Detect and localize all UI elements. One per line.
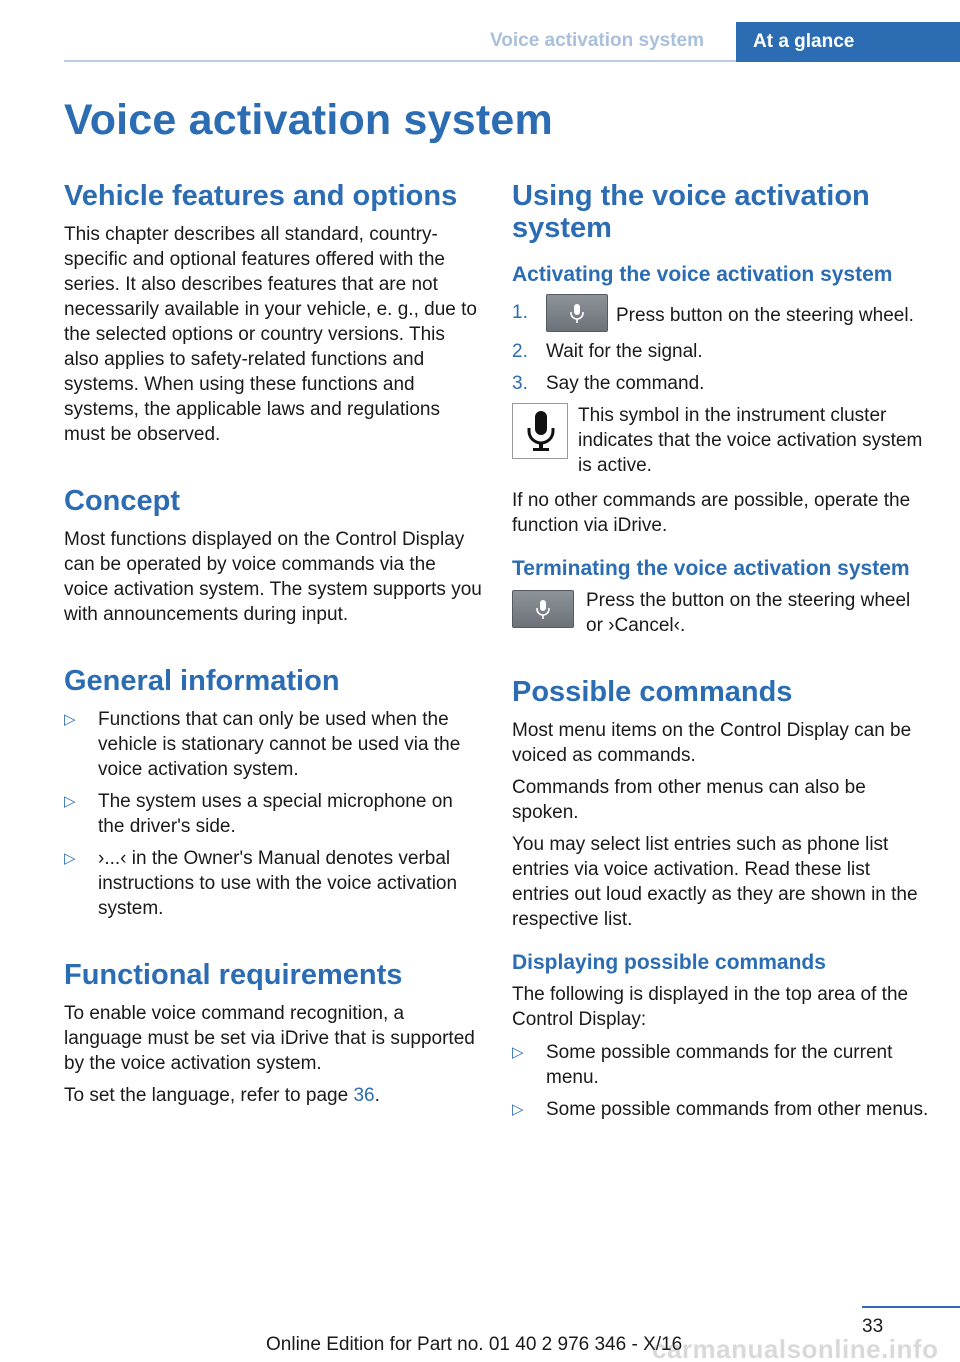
list-item-text: The system uses a special microphone on the driver's side. [98, 791, 453, 837]
step-number: 1. [512, 302, 528, 323]
microphone-icon [512, 403, 568, 459]
steering-wheel-voice-button-icon [546, 294, 608, 332]
possible-commands-p1: Most menu items on the Control Display can be voiced as commands. [512, 720, 912, 766]
list-item-text: Some possible commands from other menus. [546, 1099, 929, 1120]
heading-vehicle-features: Vehicle features and options [64, 180, 458, 212]
voice-active-symbol-row [512, 403, 932, 478]
heading-using-voice-activation: Using the voice activation system [512, 180, 870, 244]
no-commands-text: If no other commands are possible, operate the function via iDrive. [512, 490, 911, 536]
list-item-text: Some possible commands for the current menu. [546, 1042, 893, 1088]
terminating-row [512, 588, 932, 638]
set-language-suffix: . [374, 1085, 380, 1106]
step-number: 3. [512, 373, 528, 394]
list-item [512, 1097, 932, 1122]
step-text: Wait for the signal. [546, 341, 703, 362]
terminating-text: Press the button on the steering wheel or ›Cancel‹. [586, 590, 911, 636]
triangle-bullet-icon: ▷ [64, 850, 76, 867]
displaying-commands-text: The following is displayed in the top area of the Control Display: [512, 984, 909, 1030]
step-item [512, 371, 932, 396]
heading-concept: Concept [64, 485, 180, 517]
triangle-bullet-icon: ▷ [512, 1101, 524, 1118]
triangle-bullet-icon: ▷ [64, 711, 76, 728]
list-item [64, 789, 484, 839]
list-item-text: Functions that can only be used when the vehicle is stationary cannot be used via the voice activation system. [98, 709, 461, 780]
voice-active-symbol-text: This symbol in the instrument cluster indicates that the voice activation system is active. [578, 405, 923, 476]
step-item [512, 339, 932, 364]
possible-commands-p3: You may select list entries such as phone list entries via voice activation. Read these list entries out loud exactly as they are shown in the respective list. [512, 834, 918, 930]
step-item [512, 300, 932, 332]
general-information-list [64, 707, 484, 921]
header-section-title: Voice activation system [490, 30, 705, 51]
page-number: 33 [862, 1316, 884, 1337]
heading-activating: Activating the voice activation system [512, 263, 893, 286]
set-language-prefix: To set the language, refer to page [64, 1085, 354, 1106]
functional-requirements-body: To enable voice command recognition, a language must be set via iDrive that is supported by the voice activation system. [64, 1003, 475, 1074]
possible-commands-p2: Commands from other menus can also be spoken. [512, 777, 866, 823]
watermark: carmanualsonline.info [652, 1334, 939, 1362]
concept-body: Most functions displayed on the Control Display can be operated by voice commands via the voice activation system. The system supports you with announcements during input. [64, 529, 482, 625]
displaying-commands-list [512, 1040, 932, 1122]
steering-wheel-voice-button-icon [512, 590, 574, 628]
step-number: 2. [512, 341, 528, 362]
right-column [512, 180, 932, 1129]
heading-terminating: Terminating the voice activation system [512, 557, 910, 580]
step-text: Press button on the steering wheel. [616, 305, 914, 327]
header-tab-at-a-glance: At a glance [736, 22, 960, 62]
page-title: Voice activation system [64, 96, 553, 144]
triangle-bullet-icon: ▷ [512, 1044, 524, 1061]
heading-functional-requirements: Functional requirements [64, 959, 403, 991]
list-item [64, 707, 484, 782]
footer-rule [862, 1306, 960, 1308]
list-item-text: ›...‹ in the Owner's Manual denotes verbal instructions to use with the voice activation system. [98, 848, 458, 919]
vehicle-features-body: This chapter describes all standard, country-specific and optional features offered with the series. It also describes features that are not necessarily available in your vehicle, e. g., due to the selected options or country versions. This also applies to safety-related functions and systems. When using these functions and systems, the applicable laws and regulations must be observed. [64, 224, 477, 445]
page-36-link[interactable]: 36 [353, 1085, 375, 1106]
activating-steps [512, 300, 932, 396]
heading-displaying-commands: Displaying possible commands [512, 951, 826, 974]
footer-edition: Online Edition for Part no. 01 40 2 976 346 - X/16 [266, 1334, 683, 1355]
triangle-bullet-icon: ▷ [64, 793, 76, 810]
set-language-text [64, 1083, 484, 1108]
heading-possible-commands: Possible commands [512, 676, 793, 708]
left-column [64, 180, 484, 1115]
list-item [64, 846, 484, 921]
heading-general-information: General information [64, 665, 340, 697]
step-text: Say the command. [546, 373, 705, 394]
list-item [512, 1040, 932, 1090]
